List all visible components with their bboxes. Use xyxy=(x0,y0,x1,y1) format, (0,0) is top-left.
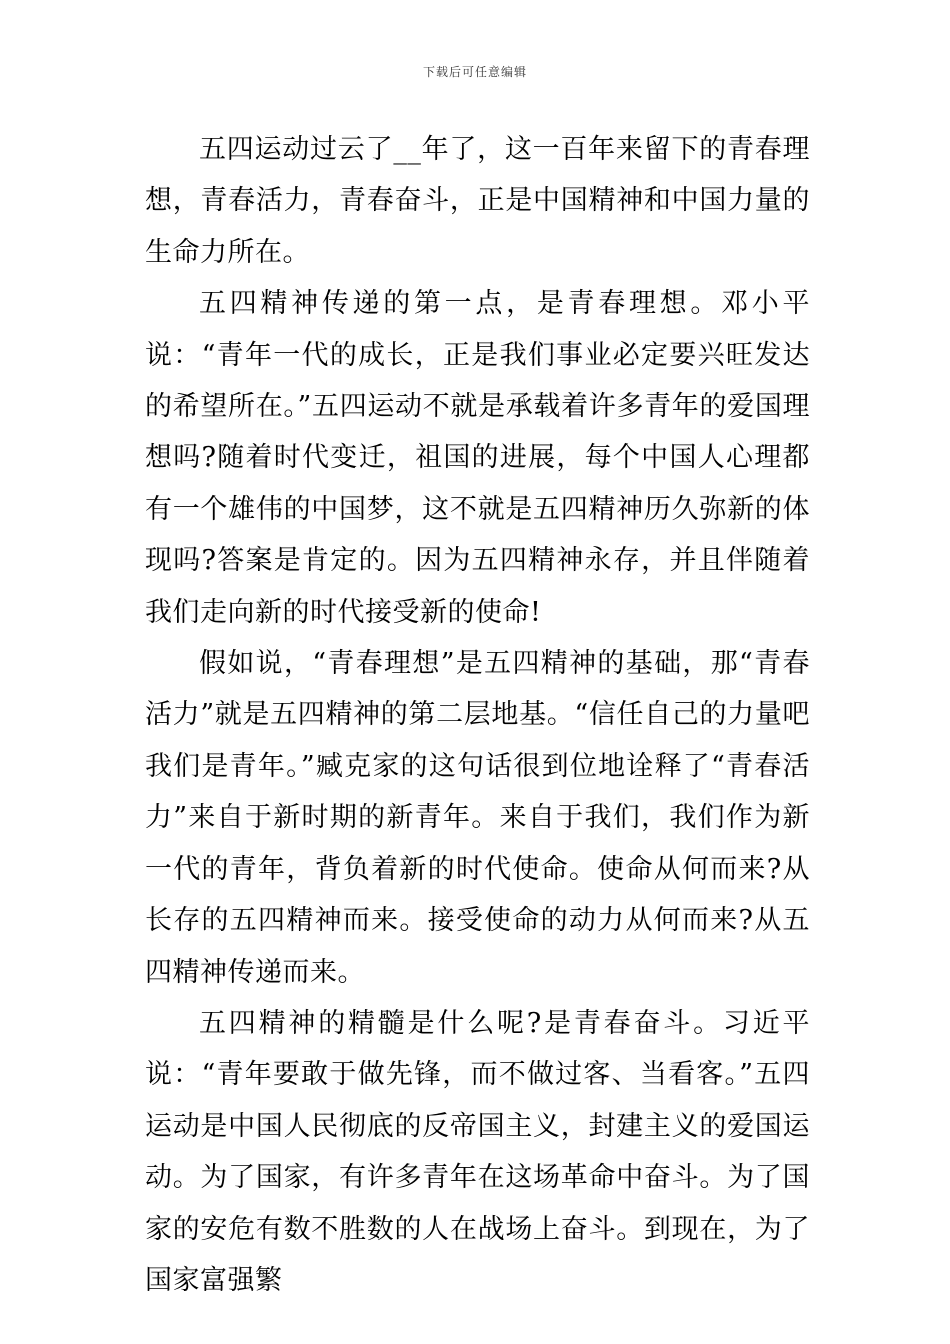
paragraph-2: 五四精神传递的第一点，是青春理想。邓小平说：“青年一代的成长，正是我们事业必定要兴旺发达的希望所在。”五四运动不就是承载着许多青年的爱国理想吗?随着时代变迁，祖国的进展，每个中国人心理都有一个雄伟的中国梦，这不就是五四精神历久弥新的体现吗?答案是肯定的。因为五四精神永存，并且伴随着我们走向新的时代接受新的使命! xyxy=(145,288,810,628)
paragraph-3: 假如说，“青春理想”是五四精神的基础，那“青春活力”就是五四精神的第二层地基。“信任自己的力量吧我们是青年。”臧克家的这句话很到位地诠释了“青春活力”来自于新时期的新青年。来自于我们，我们作为新一代的青年，背负着新的时代使命。使命从何而来?从长存的五四精神而来。接受使命的动力从何而来?从五四精神传递而来。 xyxy=(145,648,810,988)
page-header: 下载后可任意编辑 xyxy=(422,65,527,79)
document-body xyxy=(145,124,810,1306)
paragraph-1: 五四运动过云了__年了，这一百年来留下的青春理想，青春活力，青春奋斗，正是中国精神和中国力量的生命力所在。 xyxy=(145,134,810,268)
paragraph-4: 五四精神的精髓是什么呢?是青春奋斗。习近平说：“青年要敢于做先锋，而不做过客、当看客。”五四运动是中国人民彻底的反帝国主义，封建主义的爱国运动。为了国家，有许多青年在这场革命中奋斗。为了国家的安危有数不胜数的人在战场上奋斗。到现在，为了国家富强繁 xyxy=(145,1007,810,1296)
